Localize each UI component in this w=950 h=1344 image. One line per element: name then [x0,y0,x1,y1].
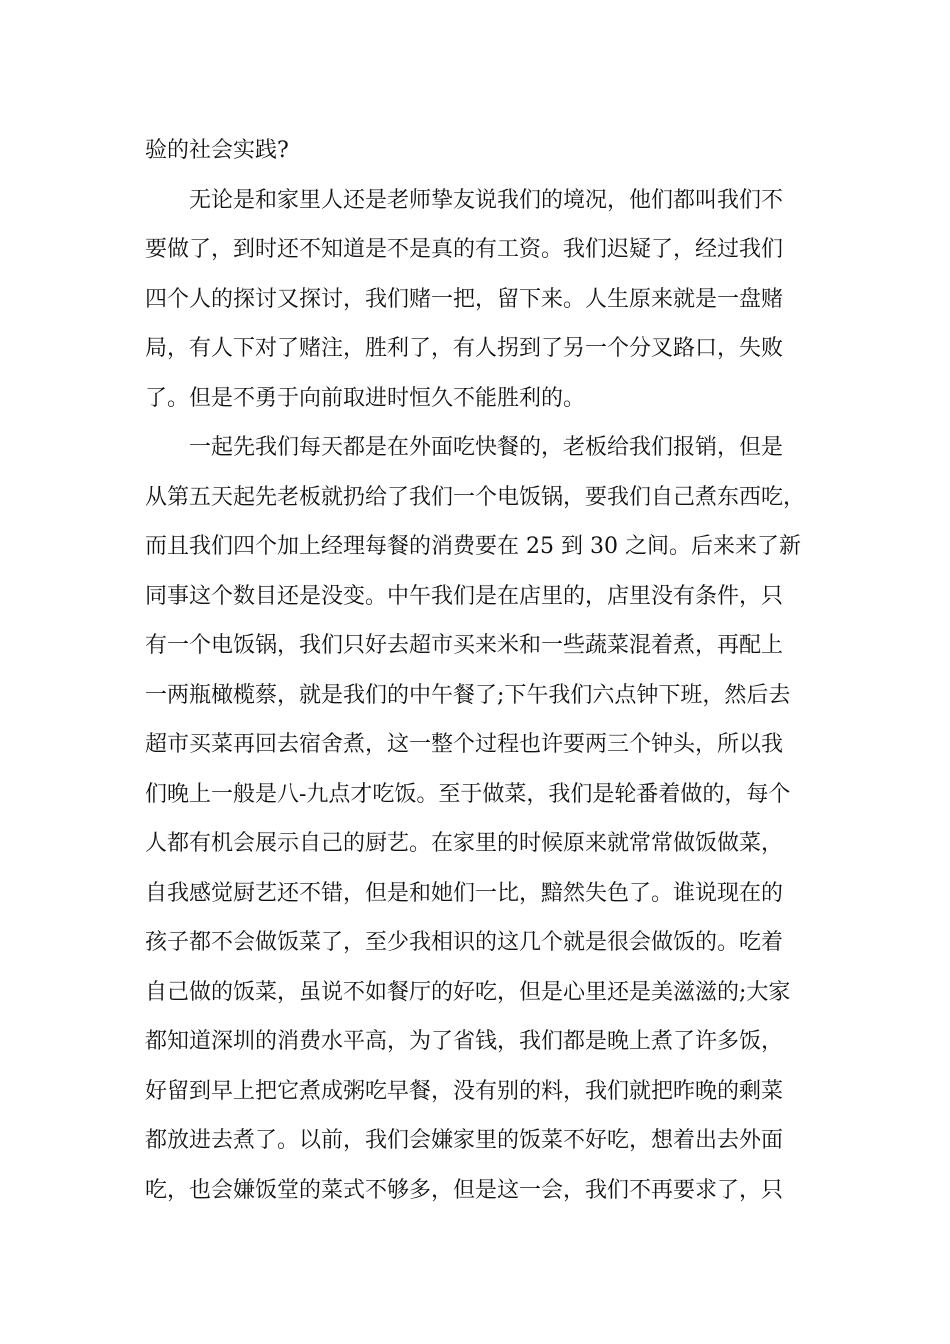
paragraph-first-line: 一起先我们每天都是在外面吃快餐的，老板给我们报销，但是 [189,435,784,460]
text-line: 人都有机会展示自己的厨艺。在家里的时候原来就常常做饭做菜， [145,831,784,856]
text-line: 而且我们四个加上经理每餐的消费要在 25 到 30 之间。后来来了新 [145,534,801,559]
text-line: 都放进去煮了。以前，我们会嫌家里的饭菜不好吃，想着出去外面 [145,1128,784,1153]
text-line: 一两瓶橄榄蔡，就是我们的中午餐了;下午我们六点钟下班，然后去 [145,682,791,708]
text-line: 同事这个数目还是没变。中午我们是在店里的，店里没有条件，只 [145,583,784,609]
text-line: 要做了，到时还不知道是不是真的有工资。我们迟疑了，经过我们 [145,237,784,262]
paragraph-first-line: 无论是和家里人还是老师挚友说我们的境况，他们都叫我们不 [189,187,784,213]
text-line: 们晚上一般是八-九点才吃饭。至于做菜，我们是轮番着做的，每个 [145,781,791,807]
text-line: 四个人的探讨又探讨，我们赌一把，留下来。人生原来就是一盘赌 [145,286,784,312]
text-line: 孩子都不会做饭菜了，至少我相识的这几个就是很会做饭的。吃着 [145,930,784,955]
text-line: 从第五天起先老板就扔给了我们一个电饭锅，要我们自己煮东西吃， [145,484,806,510]
body-text [145,126,815,1215]
text-line: 好留到早上把它煮成粥吃早餐，没有别的料，我们就把昨晚的剩菜 [145,1078,784,1104]
text-line: 吃，也会嫌饭堂的菜式不够多，但是这一会，我们不再要求了，只 [145,1177,784,1203]
text-line: 有一个电饭锅，我们只好去超市买来米和一些蔬菜混着煮，再配上 [145,633,784,658]
text-line: 自我感觉厨艺还不错，但是和她们一比，黯然失色了。谁说现在的 [145,880,784,906]
text-line: 验的社会实践? [145,138,289,163]
text-line: 都知道深圳的消费水平高，为了省钱，我们都是晚上煮了许多饭， [145,1029,784,1054]
text-line: 局，有人下对了赌注，胜利了，有人拐到了另一个分叉路口，失败 [145,336,784,361]
text-line: 自己做的饭菜，虽说不如餐厅的好吃，但是心里还是美滋滋的;大家 [145,979,791,1005]
text-line: 了。但是不勇于向前取进时恒久不能胜利的。 [145,385,586,411]
text-line: 超市买菜再回去宿舍煮，这一整个过程也许要两三个钟头，所以我 [145,732,784,757]
